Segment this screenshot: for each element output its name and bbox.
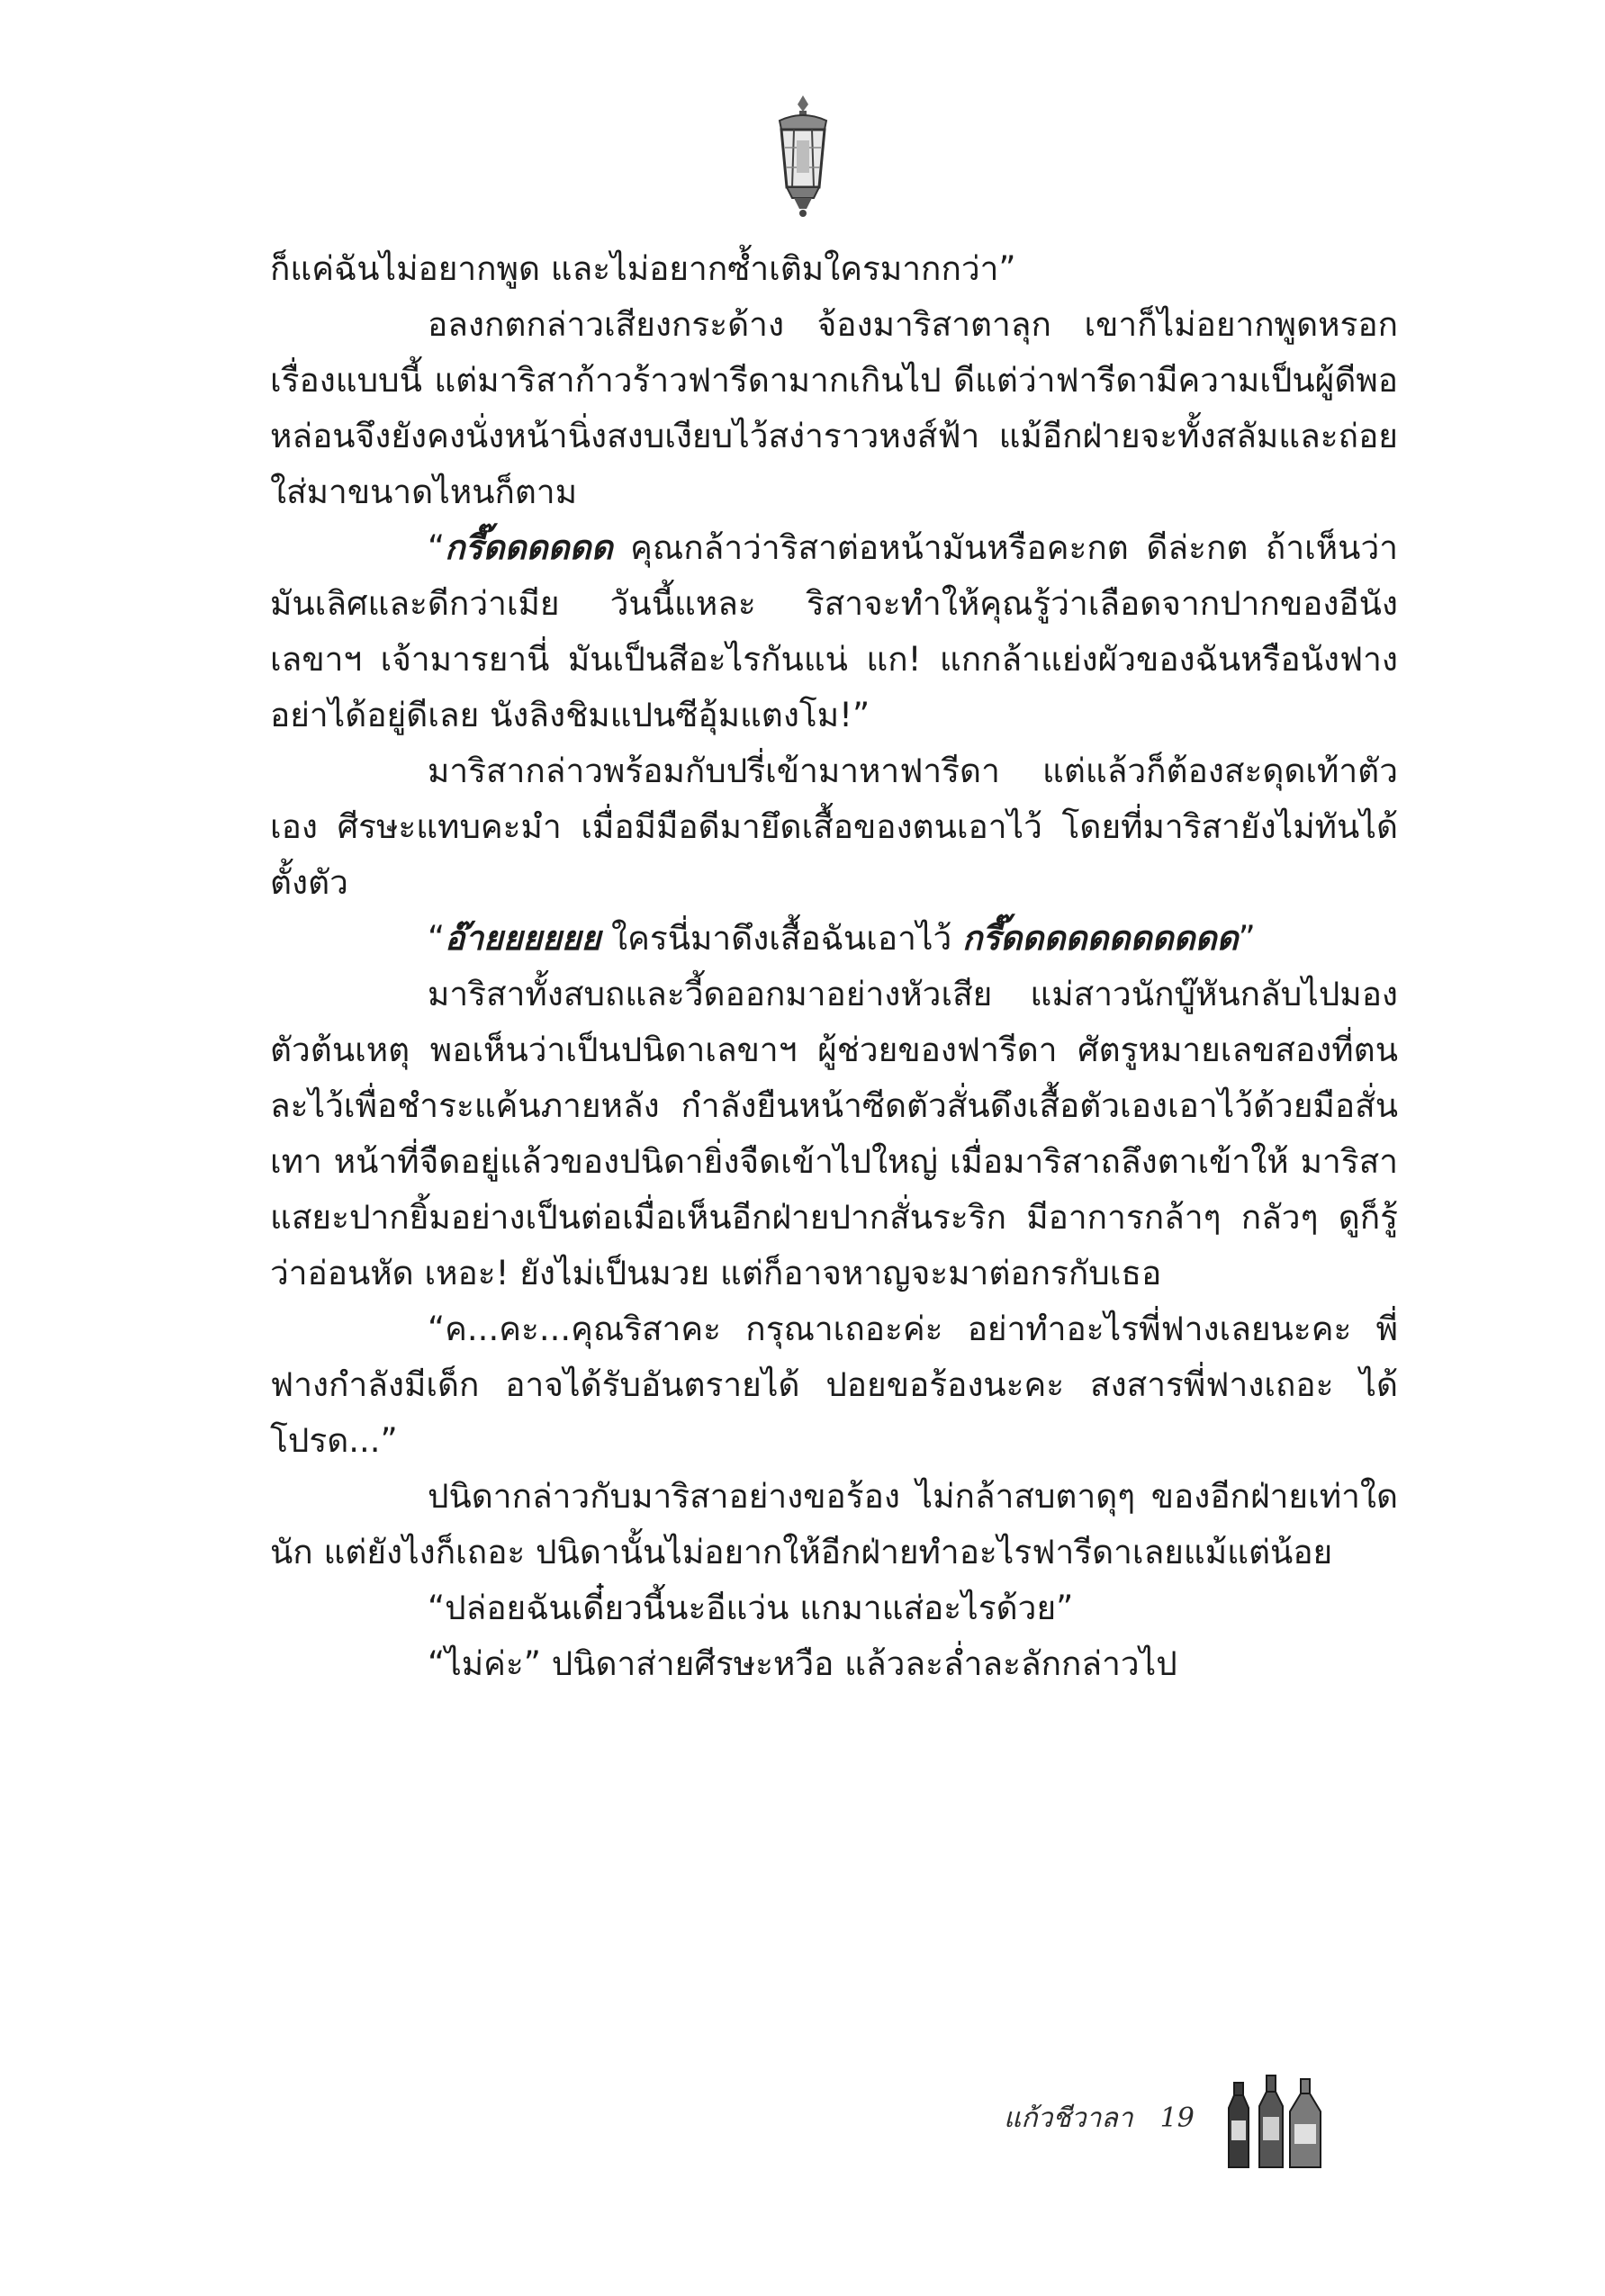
- paragraph-text: อลงกตกล่าวเสียงกระด้าง จ้องมาริสาตาลุก เขาก็ไม่อยากพูดหรอกเรื่องแบบนี้ แต่มาริสาก้าวร้าวฟารีดามากเกินไป ดีแต่ว่าฟารีดามีความเป็นผู้ดีพอ หล่อนจึงยังคงนั่งหน้านิ่งสงบเงียบไว้สง่าราวหงส์ฟ้า แม้อีกฝ่ายจะทั้งสลัมและถ่อยใส่มาขนาดไหนก็ตาม: [270, 305, 1398, 511]
- lantern-icon: [767, 94, 839, 220]
- paragraph-text: คุณกล้าว่าริสาต่อหน้ามันหรือคะกต ดีล่ะกต ถ้าเห็นว่ามันเลิศและดีกว่าเมีย วันนี้แหละ ริสาจะทำให้คุณรู้ว่าเลือดจากปากของอีนังเลขาฯ เจ้ามารยานี่ มันเป็นสีอะไรกันแน่ แก! แกกล้าแย่งผัวของฉันหรือนังฟาง อย่าได้อยู่ดีเลย นังลิงชิมแปนซีอุ้มแตงโม!”: [270, 528, 1398, 734]
- paragraph-text: ก็แค่ฉันไม่อยากพูด และไม่อยากซ้ำเติมใครมากกว่า”: [270, 249, 1016, 288]
- paragraph-text: “: [428, 919, 446, 958]
- paragraph: [270, 911, 1398, 967]
- page-body: [270, 241, 1398, 1692]
- paragraph: [270, 297, 1398, 520]
- paragraph-text: ”: [1238, 919, 1256, 958]
- paragraph: [270, 520, 1398, 743]
- paragraph: [270, 1636, 1398, 1692]
- paragraph: [270, 1580, 1398, 1636]
- paragraph-text: “ปล่อยฉันเดี๋ยวนี้นะอีแว่น แกมาแส่อะไรด้วย”: [428, 1589, 1074, 1627]
- paragraph-text: มาริสาทั้งสบถและวี้ดออกมาอย่างหัวเสีย แม่สาวนักบู๊หันกลับไปมองตัวต้นเหตุ พอเห็นว่าเป็นปนิดาเลขาฯ ผู้ช่วยของฟารีดา ศัตรูหมายเลขสองที่ตนละไว้เพื่อชำระแค้นภายหลัง กำลังยืนหน้าซีดตัวสั่นดึงเสื้อตัวเองเอาไว้ด้วยมือสั่นเทา หน้าที่จืดอยู่แล้วของปนิดายิ่งจืดเข้าไปใหญ่ เมื่อมาริสาถลึงตาเข้าให้ มาริสาแสยะปากยิ้มอย่างเป็นต่อเมื่อเห็นอีกฝ่ายปากสั่นระริก มีอาการกล้าๆ กลัวๆ ดูก็รู้ว่าอ่อนหัด เหอะ! ยังไม่เป็นมวย แต่ก็อาจหาญจะมาต่อกรกับเธอ: [270, 975, 1398, 1292]
- emphasized-text: กรี๊ดดดดดด: [445, 528, 613, 567]
- paragraph: [270, 241, 1398, 297]
- paragraph-text: ปนิดากล่าวกับมาริสาอย่างขอร้อง ไม่กล้าสบตาดุๆ ของอีกฝ่ายเท่าใดนัก แต่ยังไงก็เถอะ ปนิดานั้นไม่อยากให้อีกฝ่ายทำอะไรฟารีดาเลยแม้แต่น้อย: [270, 1477, 1398, 1571]
- paragraph: [270, 743, 1398, 911]
- paragraph-text: “ค...คะ...คุณริสาคะ กรุณาเถอะค่ะ อย่าทำอะไรพี่ฟางเลยนะคะ พี่ฟางกำลังมีเด็ก อาจได้รับอันตรายได้ ปอยขอร้องนะคะ สงสารพี่ฟางเถอะ ได้โปรด...”: [270, 1310, 1398, 1460]
- book-title: แก้วชีวาลา: [1004, 2102, 1133, 2134]
- page-footer: [1004, 2070, 1326, 2171]
- emphasized-text: อ๊ายยยยยย: [445, 919, 601, 958]
- emphasized-text: กรี๊ดดดดดดดดดดด: [962, 919, 1239, 958]
- paragraph-text: มาริสากล่าวพร้อมกับปรี่เข้ามาหาฟารีดา แต่แล้วก็ต้องสะดุดเท้าตัวเอง ศีรษะแทบคะมำ เมื่อมีมือดีมายึดเสื้อของตนเอาไว้ โดยที่มาริสายังไม่ทันได้ตั้งตัว: [270, 752, 1398, 902]
- paragraph-text: ใครนี่มาดึงเสื้อฉันเอาไว้: [600, 919, 962, 958]
- paragraph: [270, 967, 1398, 1301]
- page-number: 19: [1159, 2102, 1195, 2134]
- paragraph: [270, 1301, 1398, 1469]
- bottles-icon: [1227, 2070, 1326, 2171]
- paragraph-text: “ไม่ค่ะ” ปนิดาส่ายศีรษะหวือ แล้วละล่ำละลักกล่าวไป: [428, 1644, 1177, 1683]
- paragraph-text: “: [428, 528, 446, 567]
- paragraph: [270, 1469, 1398, 1580]
